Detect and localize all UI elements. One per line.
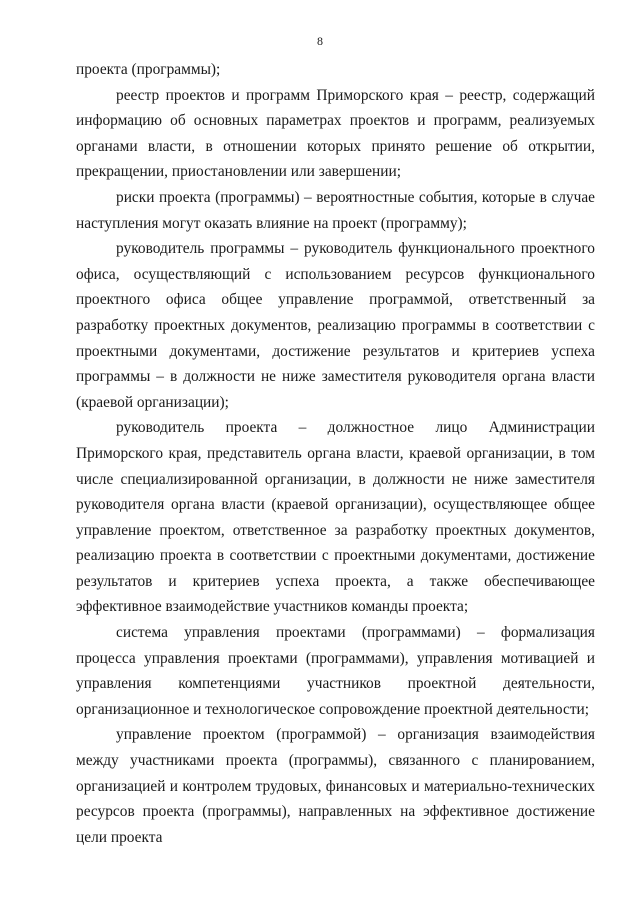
paragraph-project-management-definition: управление проектом (программой) – организация взаимодействия между участниками проекта (программы), связанного с планированием, организацией и контролем трудовых, финансовых и материально-технических ресурсов проекта (программы), направленных на эффективное достижение цели проекта — [76, 726, 595, 846]
page-number: 8 — [317, 34, 323, 48]
paragraph-program-leader-definition: руководитель программы – руководитель функционального проектного офиса, осуществляющий с использованием ресурсов функционального проектного офиса общее управление программой, ответственный за разработку проектных документов, реализацию программы в соответствии с проектными документами, достижение результатов и критериев успеха программы – в должности не ниже заместителя руководителя органа власти (краевой организации); — [76, 240, 595, 411]
paragraph-risks-definition: риски проекта (программы) – вероятностные события, которые в случае наступления могут оказать влияние на проект (программу); — [76, 188, 595, 232]
paragraph-registry-definition: реестр проектов и программ Приморского края – реестр, содержащий информацию об основных параметрах проектов и программ, реализуемых органами власти, в отношении которых принято решение об открытии, прекращении, приостановлении или завершении; — [76, 86, 595, 181]
document-body — [76, 57, 595, 850]
paragraph-management-system-definition: система управления проектами (программами) – формализация процесса управления проектами (программами), управления мотивацией и управления компетенциями участников проектной деятельности, организационное и технологическое сопровождение проектной деятельности; — [76, 624, 595, 718]
paragraph-project-leader-definition: руководитель проекта – должностное лицо Администрации Приморского края, представитель органа власти, краевой организации, в том числе специализированной организации, в должности не ниже заместителя руководителя органа власти (краевой организации), осуществляющее общее управление проектом, ответственное за разработку проектных документов, реализацию проекта в соответствии с проектными документами, достижение результатов и критериев успеха проекта, а также обеспечивающее эффективное взаимодействие участников команды проекта; — [76, 419, 595, 616]
paragraph-continuation: проекта (программы); — [76, 61, 221, 78]
